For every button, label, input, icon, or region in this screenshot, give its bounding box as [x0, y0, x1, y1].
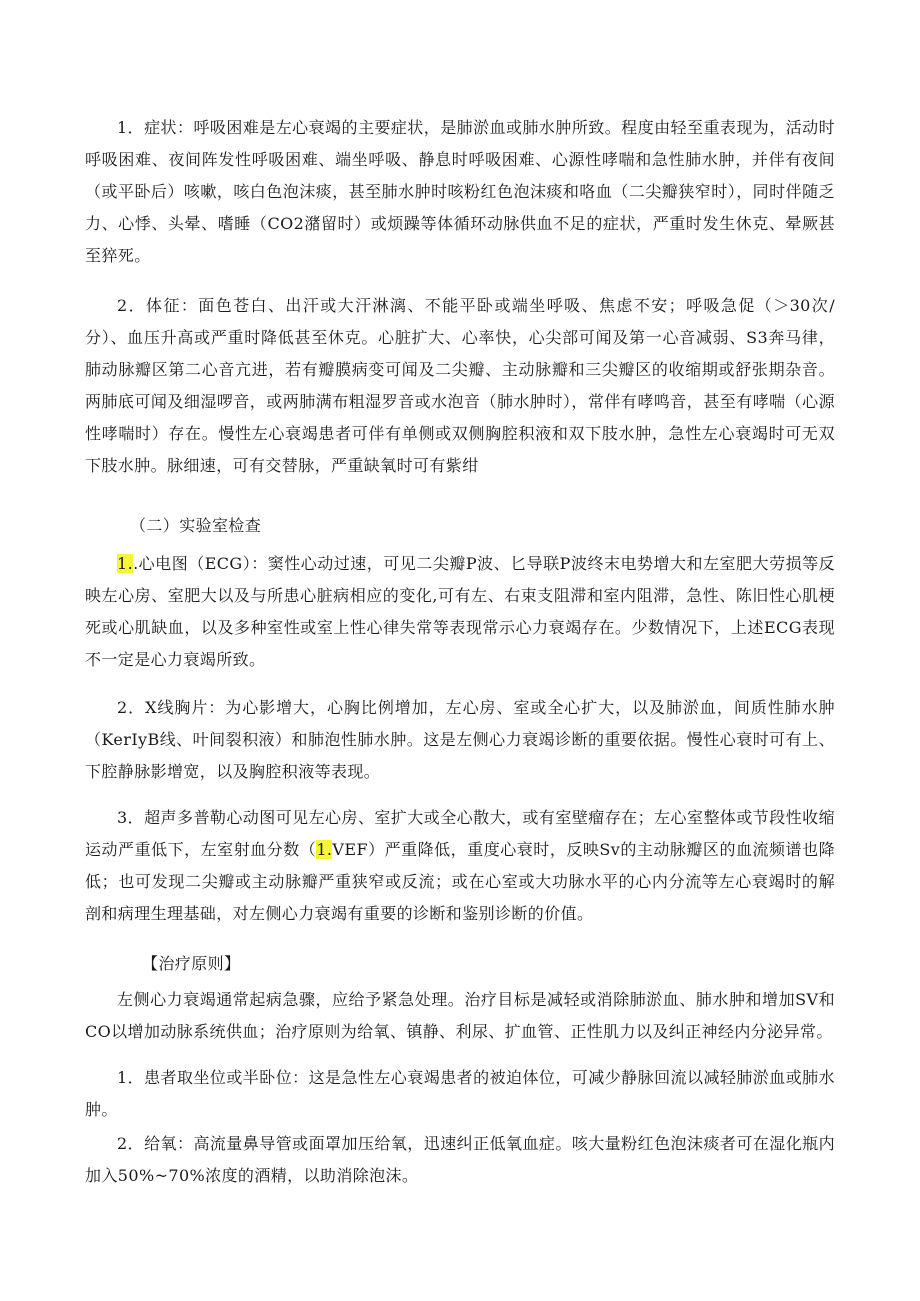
- ecg-paragraph: [85, 548, 835, 676]
- position-paragraph: 1．患者取坐位或半卧位：这是急性左心衰竭患者的被迫体位，可减少静脉回流以减轻肺淤血或肺水肿。: [85, 1068, 835, 1119]
- echo-text-before: 3．超声多普勒心动图可见左心房、室扩大或全心散大，或有室壁瘤存在；左心室整体或节段性收缩运动严重低下，左室射血分数（: [85, 808, 835, 859]
- ecg-text: .心电图（ECG）：窦性心动过速，可见二尖瓣P波、匕导联P波终末电势增大和左室肥大劳损等反映左心房、室肥大以及与所患心脏病相应的变化,可有左、右束支阻滞和室内阻滞，急性、陈旧性心肌梗死或心肌缺血，以及多种室性或室上性心律失常等表现常示心力衰竭存在。少数情况下，上述ECG表现不一定是心力衰竭所致。: [85, 554, 835, 669]
- oxygen-paragraph: 2．给氧：高流量鼻导管或面罩加压给氧，迅速纠正低氧血症。咳大量粉红色泡沫痰者可在湿化瓶内加入50%~70%浓度的酒精，以助消除泡沫。: [85, 1134, 835, 1185]
- signs-paragraph: 2．体征：面色苍白、出汗或大汗淋漓、不能平卧或端坐呼吸、焦虑不安；呼吸急促（＞30次/分）、血压升高或严重时降低甚至休克。心脏扩大、心率快，心尖部可闻及第一心音减弱、S3奔马律，肺动脉瓣区第二心音亢进，若有瓣膜病变可闻及二尖瓣、主动脉瓣和三尖瓣区的收缩期或舒张期杂音。两肺底可闻及细湿啰音，或两肺满布粗湿罗音或水泡音（肺水肿时），常伴有哮鸣音，甚至有哮喘（心源性哮喘时）存在。慢性左心衰竭患者可伴有单侧或双侧胸腔积液和双下肢水肿，急性左心衰竭时可无双下肢水肿。脉细速，可有交替脉，严重缺氧时可有紫绀: [85, 296, 835, 475]
- symptoms-paragraph: 1．症状：呼吸困难是左心衰竭的主要症状，是肺淤血或肺水肿所致。程度由轻至重表现为，活动时呼吸困难、夜间阵发性呼吸困难、端坐呼吸、静息时呼吸困难、心源性哮喘和急性肺水肿，并伴有夜间（或平卧后）咳嗽，咳白色泡沫痰，甚至肺水肿时咳粉红色泡沫痰和咯血（二尖瓣狭窄时），同时伴随乏力、心悸、头晕、嗜睡（CO2潴留时）或烦躁等体循环动脉供血不足的症状，严重时发生休克、晕厥甚至猝死。: [85, 118, 835, 265]
- xray-paragraph: 2．X线胸片：为心影增大，心胸比例增加，左心房、室或全心扩大，以及肺淤血，间质性肺水肿（KerIyB线、叶间裂积液）和肺泡性肺水肿。这是左侧心力衰竭诊断的重要依据。慢性心衰时可有上、下腔静脉影增宽，以及胸腔积液等表现。: [85, 698, 835, 781]
- treatment-section-heading: 【治疗原则】: [142, 954, 241, 973]
- echo-text-after: VEF）严重降低，重度心衰时，反映Sv的主动脉瓣区的血流频谱也降低；也可发现二尖瓣或主动脉瓣严重狭窄或反流；或在心室或大功脉水平的心内分流等左心衰竭时的解剖和病理生理基础，对左侧心力衰竭有重要的诊断和鉴别诊断的价值。: [85, 840, 835, 923]
- highlight-marker: 1.: [316, 840, 333, 859]
- treatment-intro-paragraph: 左侧心力衰竭通常起病急骤，应给予紧急处理。治疗目标是减轻或消除肺淤血、肺水肿和增加SV和CO以增加动脉系统供血；治疗原则为给氧、镇静、利尿、扩血管、正性肌力以及纠正神经内分泌异常。: [85, 990, 835, 1041]
- highlight-marker: 1.: [117, 554, 134, 573]
- echo-paragraph: [85, 802, 835, 930]
- lab-section-heading: （二）实验室检查: [130, 516, 262, 535]
